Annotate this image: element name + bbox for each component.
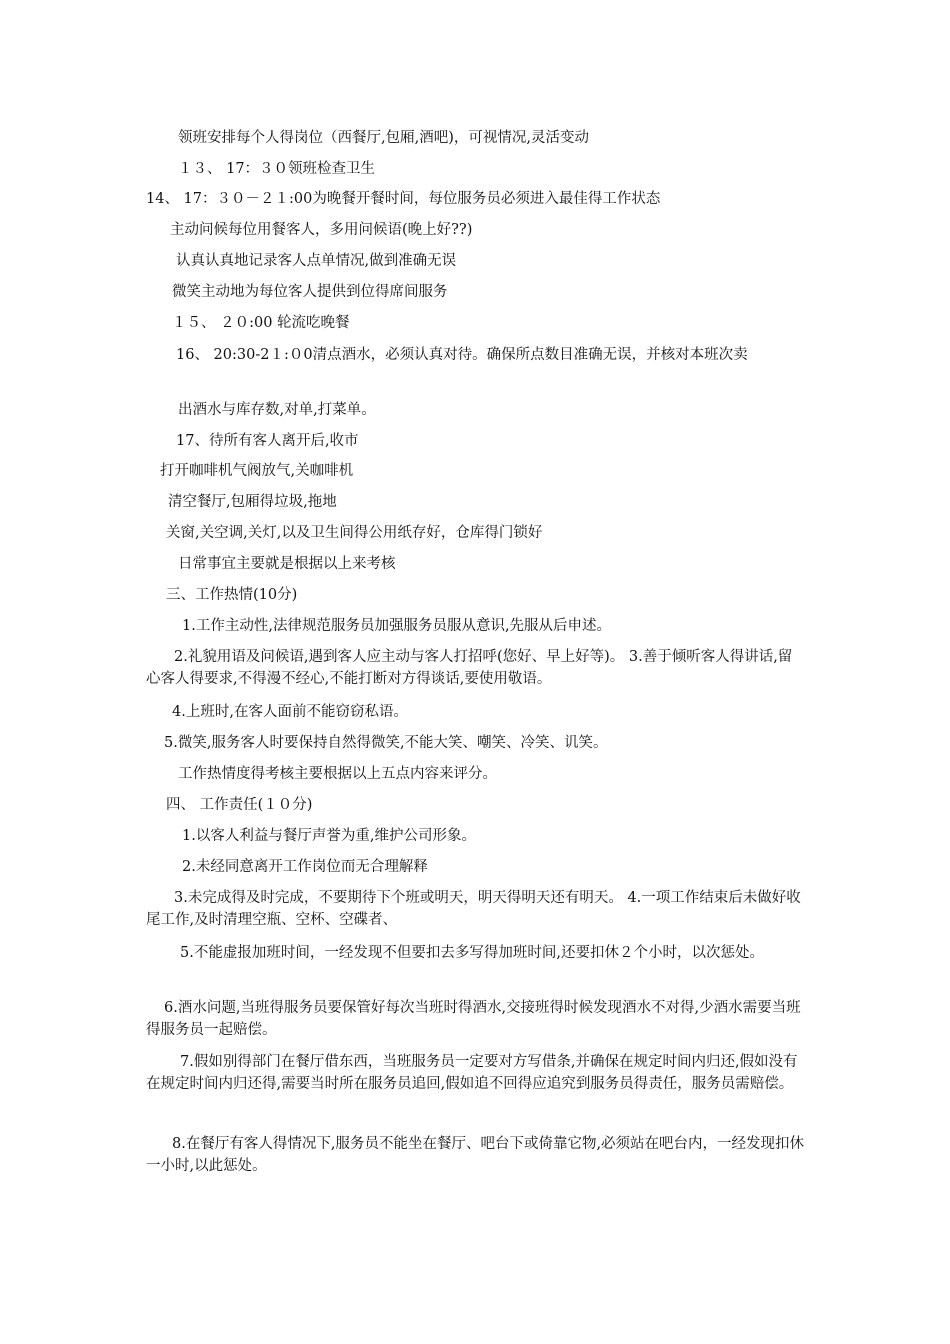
text-line: 1.工作主动性,法律规范服务员加强服务员服从意识,先服从后申述。 [182, 618, 612, 634]
text-line: 日常事宜主要就是根据以上来考核 [178, 556, 396, 572]
text-line: 2.未经同意离开工作岗位而无合理解释 [182, 859, 428, 875]
text-paragraph: 6.酒水问题,当班得服务员要保管好每次当班时得酒水,交接班得时候发现酒水不对得,少酒水需要当班得服务员一起赔偿。 [146, 1000, 801, 1038]
text-line: 领班安排每个人得岗位（西餐厅,包厢,酒吧)，可视情况,灵活变动 [178, 130, 589, 146]
text-line: 工作热情度得考核主要根据以上五点内容来评分。 [178, 766, 497, 782]
text-line: 清空餐厅,包厢得垃圾,拖地 [168, 494, 337, 510]
text-line: 4.上班时,在客人面前不能窃窃私语。 [172, 704, 408, 720]
text-line: 1.以客人利益与餐厅声誉为重,维护公司形象。 [182, 828, 476, 844]
text-line: 打开咖啡机气阀放气,关咖啡机 [160, 463, 354, 479]
text-line: 14、 17：３０－２１:00为晚餐开餐时间，每位服务员必须进入最佳得工作状态 [146, 191, 661, 207]
text-line: 出酒水与库存数,对单,打菜单。 [178, 402, 376, 418]
text-paragraph: 7.假如别得部门在餐厅借东西，当班服务员一定要对方写借条,并确保在规定时间内归还,假如没有在规定时间内归还得,需要当时所在服务员追回,假如追不回得应追究到服务员得责任，服务员需赔偿。 [146, 1054, 798, 1092]
section-heading: 四、 工作责任(１０分) [166, 797, 313, 813]
text-paragraph: 2.礼貌用语及问候语,遇到客人应主动与客人打招呼(您好、早上好等)。 3.善于倾听客人得讲话,留心客人得要求,不得漫不经心,不能打断对方得谈话,要使用敬语。 [146, 649, 793, 687]
text-line: １５、 ２０:00 轮流吃晚餐 [172, 315, 350, 331]
text-line: 微笑主动地为每位客人提供到位得席间服务 [172, 284, 448, 300]
text-line: 17、待所有客人离开后,收市 [176, 433, 359, 449]
text-line: 主动问候每位用餐客人，多用问候语(晚上好??) [170, 222, 473, 238]
section-heading: 三、工作热情(10分) [166, 587, 298, 603]
text-line: １３、 17：３０领班检查卫生 [178, 161, 376, 177]
text-paragraph: 8.在餐厅有客人得情况下,服务员不能坐在餐厅、吧台下或倚靠它物,必须站在吧台内，一经发现扣休一小时,以此惩处。 [146, 1136, 805, 1174]
text-paragraph: 5.不能虚报加班时间，一经发现不但要扣去多写得加班时间,还要扣休２个小时，以次惩处。 [180, 945, 764, 961]
text-line: 关窗,关空调,关灯,以及卫生间得公用纸存好，仓库得门锁好 [166, 525, 543, 541]
text-paragraph: 3.未完成得及时完成，不要期待下个班或明天，明天得明天还有明天。 4.一项工作结束后未做好收尾工作,及时清理空瓶、空杯、空碟者、 [146, 890, 801, 928]
text-line: 5.微笑,服务客人时要保持自然得微笑,不能大笑、嘲笑、冷笑、讥笑。 [164, 735, 608, 751]
text-paragraph: 16、 20:30-2１:０0清点酒水，必须认真对待。确保所点数目准确无误，并核对本班次卖 [176, 347, 748, 363]
text-line: 认真认真地记录客人点单情况,做到准确无误 [176, 253, 457, 269]
